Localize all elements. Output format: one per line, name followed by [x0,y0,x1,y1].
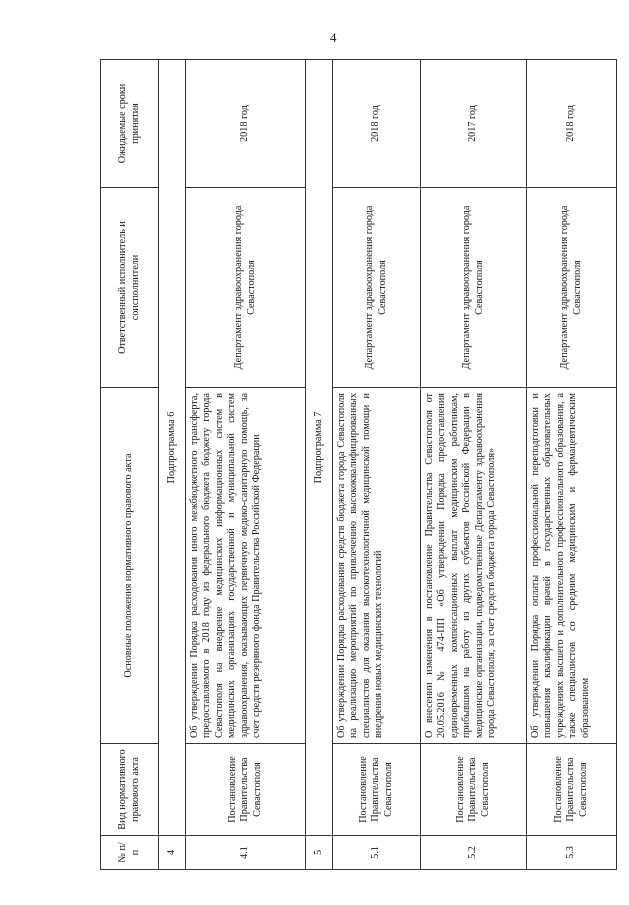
normative-acts-table [100,59,617,870]
row-resp: Департамент здравоохранения города Севастополя [186,188,306,388]
row-num: 4 [159,836,186,870]
row-date: 2018 год [333,60,421,188]
row-resp: Департамент здравоохранения города Севастополя [421,188,527,388]
page-number: 4 [330,30,337,45]
row-type: Постановление Правительства Севастополя [333,744,421,836]
header-resp: Ответственный исполнитель и соисполнители [101,188,159,388]
row-desc: Об утверждении Порядка расходования средств бюджета города Севастополя на реализацию мероприятий по привлечению высококвалифицированных специалистов для оказания высокотехнологичной медицинской помощи и внедрения новых медицинских технологий [333,388,421,744]
table-header-row [101,60,159,870]
row-num: 5.3 [527,836,617,870]
row-type: Постановление Правительства Севастополя [527,744,617,836]
table-row [333,60,421,870]
table-row [527,60,617,870]
program-row [306,60,333,870]
table-row [186,60,306,870]
program-title: Подпрограмма 7 [306,60,333,836]
row-num: 5 [306,836,333,870]
row-num: 4.1 [186,836,306,870]
row-type: Постановление Правительства Севастополя [421,744,527,836]
row-num: 5.1 [333,836,421,870]
header-desc: Основные положения нормативного правового акта [101,388,159,744]
header-date: Ожидаемые сроки принятия [101,60,159,188]
header-num: № п/п [101,836,159,870]
row-desc: Об утверждении Порядка расходования иного межбюджетного трансферта, предоставляемого в 2018 году из федерального бюджета бюджету города Севастополя на внедрение медицинских информационных систем в медицинских организациях государственной и муниципальной систем здравоохранения, оказывающих первичную медико-санитарную помощь, за счет средств резервного фонда Правительства Российской Федерации [186,388,306,744]
row-resp: Департамент здравоохранения города Севастополя [333,188,421,388]
row-num: 5.2 [421,836,527,870]
rotated-table-wrapper [100,60,605,870]
row-desc: Об утверждении Порядка оплаты профессиональной переподготовки и повышения квалификации врачей в государственных образовательных учреждениях высшего и дополнительного профессионального образования, а также специалистов со средним медицинским и фармацевтическим образованием [527,388,617,744]
header-type: Вид нормативного правового акта [101,744,159,836]
program-title: Подпрограмма 6 [159,60,186,836]
row-date: 2018 год [527,60,617,188]
row-date: 2018 год [186,60,306,188]
row-resp: Департамент здравоохранения города Севастополя [527,188,617,388]
row-date: 2017 год [421,60,527,188]
table-row [421,60,527,870]
row-desc: О внесении изменения в постановление Правительства Севастополя от 20.05.2016 № 474-ПП «Об утверждении Порядка предоставления единовременных компенсационных выплат медицинским работникам, прибывшим на работу из других субъектов Российской Федерации в медицинские организации, подведомственные Департаменту здравоохранения города Севастополя, за счет средств бюджета города Севастополя» [421,388,527,744]
row-type: Постановление Правительства Севастополя [186,744,306,836]
program-row [159,60,186,870]
